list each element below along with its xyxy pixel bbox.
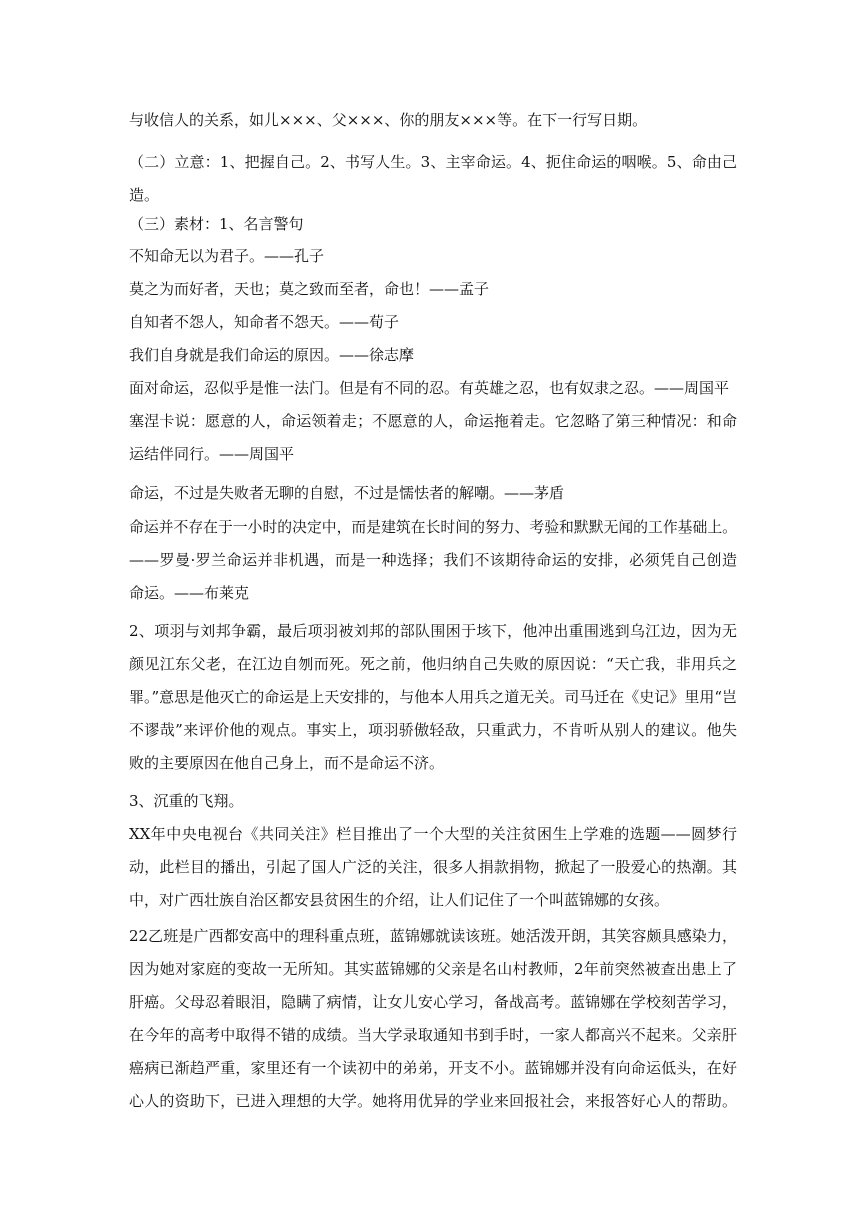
text-line: 心人的资助下，已进入理想的大学。她将用优异的学业来回报社会，来报答好心人的帮助。 [129, 1092, 737, 1110]
text-line: 肝癌。父母忍着眼泪，隐瞒了病情，让女儿安心学习，备战高考。蓝锦娜在学校刻苦学习， [129, 993, 737, 1011]
paragraph-material-heading [129, 208, 737, 241]
text-line: 莫之为而好者，天也；莫之致而至者，命也！——孟子 [129, 280, 490, 298]
text-line: 命运并不存在于一小时的决定中，而是建筑在长时间的努力、考验和默默无闻的工作基础上。 [129, 519, 737, 536]
text-line: （三）素材：1、名言警句 [129, 215, 304, 233]
text-line: 我们自身就是我们命运的原因。——徐志摩 [129, 346, 415, 364]
text-line: XX年中央电视台《共同关注》栏目推出了一个大型的关注贫困生上学难的选题——圆梦行 [129, 825, 737, 843]
text-line: 3、沉重的飞翔。 [129, 792, 244, 810]
paragraph-cctv-program [129, 818, 737, 917]
text-line: 不谬哉”来评价他的观点。事实上，项羽骄傲轻敌，只重武力，不肯听从别人的建议。他失 [129, 721, 737, 739]
text-line: 运结伴同行。——周国平 [129, 445, 295, 463]
paragraph-xiang-yu [129, 615, 737, 780]
text-line: 塞涅卡说：愿意的人，命运领着走；不愿意的人，命运拖着走。它忽略了第三种情况：和命 [129, 412, 737, 430]
paragraph-heavy-flight-heading [129, 785, 737, 818]
text-line: 动，此栏目的播出，引起了国人广泛的关注，很多人捐款捐物，掀起了一股爱心的热潮。其 [129, 858, 737, 876]
paragraph-letter-format [129, 104, 737, 137]
quote-mao-dun [129, 477, 737, 510]
text-line: 自知者不怨人，知命者不怨天。——荀子 [129, 313, 400, 331]
text-line: 中，对广西壮族自治区都安县贫困生的介绍，让人们记住了一个叫蓝锦娜的女孩。 [129, 891, 670, 909]
quote-xunzi [129, 306, 737, 339]
quote-confucius [129, 240, 737, 273]
text-line: 败的主要原因在他自己身上，而不是命运不济。 [129, 754, 445, 772]
quote-zhou-guoping-2 [129, 405, 737, 471]
text-line: 造。 [129, 186, 160, 204]
text-line: 不知命无以为君子。——孔子 [129, 247, 325, 265]
text-line: 癌病已渐趋严重，家里还有一个读初中的弟弟，开支不小。蓝锦娜并没有向命运低头，在好 [129, 1059, 737, 1077]
quote-mencius [129, 273, 737, 306]
text-line: 颜见江东父老，在江边自刎而死。死之前，他归纳自己失败的原因说：“天亡我，非用兵之 [129, 655, 737, 673]
text-line: （二）立意：1、把握自己。2、书写人生。3、主宰命运。4、扼住命运的咽喉。5、命由己 [129, 153, 737, 171]
text-line: ——罗曼·罗兰命运并非机遇，而是一种选择；我们不该期待命运的安排，必须凭自己创造 [129, 551, 737, 569]
quote-zhou-guoping-1 [129, 372, 737, 405]
quote-romain-rolland-blake [129, 511, 737, 610]
text-line: 22乙班是广西都安高中的理科重点班，蓝锦娜就读该班。她活泼开朗，其笑容颇具感染力， [129, 927, 737, 945]
text-line: 在今年的高考中取得不错的成绩。当大学录取通知书到手时，一家人都高兴不起来。父亲肝 [129, 1026, 737, 1044]
text-line: 罪。”意思是他灭亡的命运是上天安排的，与他本人用兵之道无关。司马迁在《史记》里用“岂 [129, 688, 737, 706]
paragraph-theme-ideas [129, 146, 737, 212]
text-line: 命运。——布莱克 [129, 584, 250, 602]
text-line: 面对命运，忍似乎是惟一法门。但是有不同的忍。有英雄之忍，也有奴隶之忍。——周国平 [129, 379, 730, 397]
text-line: 命运，不过是失败者无聊的自慰，不过是懦怯者的解嘲。——茅盾 [129, 484, 565, 502]
text-line: 与收信人的关系，如儿×××、父×××、你的朋友×××等。在下一行写日期。 [129, 111, 648, 129]
paragraph-lan-jinna [129, 920, 737, 1118]
quote-xu-zhimo [129, 339, 737, 372]
text-line: 因为她对家庭的变故一无所知。其实蓝锦娜的父亲是名山村教师，2年前突然被查出患上了 [129, 960, 737, 978]
text-line: 2、项羽与刘邦争霸，最后项羽被刘邦的部队围困于垓下，他冲出重围逃到乌江边，因为无 [129, 622, 737, 640]
